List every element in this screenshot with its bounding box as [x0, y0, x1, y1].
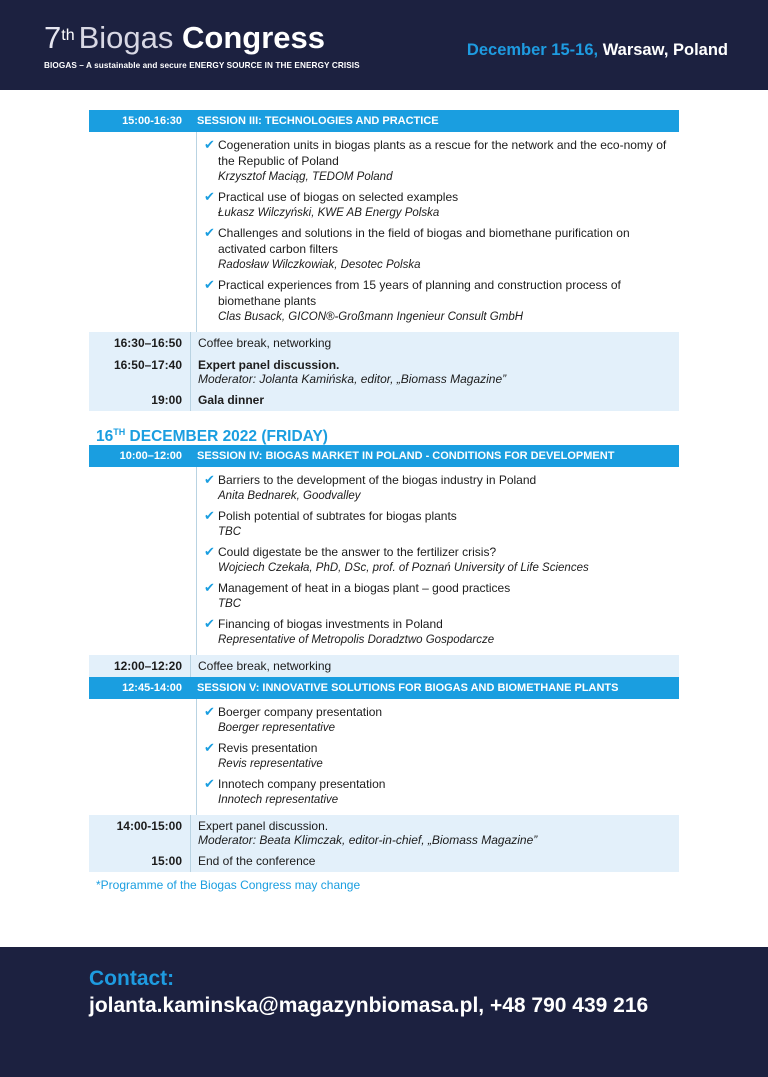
- event-when: [467, 41, 728, 60]
- talk-speaker: Revis representative: [218, 758, 323, 770]
- session-time: 10:00–12:00: [119, 450, 182, 462]
- header: [0, 0, 768, 90]
- row-time: 12:00–12:20: [113, 659, 182, 673]
- talk-title: Innotech company presentation: [218, 777, 386, 791]
- session-header: [89, 445, 679, 467]
- list-item: [204, 704, 679, 736]
- row-time: 16:30–16:50: [113, 336, 182, 350]
- row-label: Gala dinner: [198, 393, 265, 407]
- check-icon: ✔: [204, 704, 215, 719]
- talk-title: Practical use of biogas on selected examples: [218, 190, 459, 204]
- event-title: [44, 18, 325, 58]
- event-dates: December 15-16,: [466, 41, 599, 59]
- row-moderator: Moderator: Jolanta Kamińska, editor, „Biomass Magazine”: [198, 372, 507, 386]
- list-item: [204, 472, 679, 504]
- row-time: 15:00: [151, 854, 182, 868]
- row-label: End of the conference: [190, 850, 679, 872]
- check-icon: ✔: [204, 472, 215, 487]
- coffee-break-row: [89, 332, 679, 354]
- talk-title: Barriers to the development of the biogas industry in Poland: [218, 473, 537, 487]
- event-subtitle: BIOGAS – A sustainable and secure ENERGY SOURCE IN THE ENERGY CRISIS: [44, 61, 360, 70]
- talk-title: Financing of biogas investments in Poland: [218, 617, 443, 631]
- list-item: [204, 189, 679, 221]
- talk-speaker: Clas Busack, GICON®-Großmann Ingenieur Consult GmbH: [218, 311, 524, 323]
- talk-speaker: Representative of Metropolis Doradztwo Gospodarcze: [218, 634, 495, 646]
- check-icon: ✔: [204, 544, 215, 559]
- list-item: [204, 580, 679, 612]
- talk-title: Practical experiences from 15 years of planning and construction process of biomethane plants: [218, 278, 621, 308]
- session-header: [89, 110, 679, 132]
- check-icon: ✔: [204, 740, 215, 755]
- list-item: [204, 225, 679, 273]
- event-place: Warsaw, Poland: [602, 41, 728, 59]
- list-item: [204, 776, 679, 808]
- contact-label: Contact:: [89, 967, 175, 990]
- talk-speaker: Wojciech Czekała, PhD, DSc, prof. of Poznań University of Life Sciences: [218, 562, 589, 574]
- talk-title: Revis presentation: [218, 741, 318, 755]
- session-items: [89, 467, 679, 655]
- list-item: [204, 544, 679, 576]
- session-time: 12:45-14:00: [122, 682, 182, 694]
- check-icon: ✔: [204, 277, 215, 292]
- list-item: [204, 616, 679, 648]
- day-suffix: TH: [113, 427, 126, 437]
- talk-title: Polish potential of subtrates for biogas plants: [218, 509, 457, 523]
- talk-speaker: TBC: [218, 526, 241, 538]
- programme-note: *Programme of the Biogas Congress may change: [96, 878, 361, 892]
- edition-number: 7: [44, 20, 62, 55]
- row-moderator: Moderator: Beata Klimczak, editor-in-chief, „Biomass Magazine”: [198, 833, 538, 847]
- row-time: 14:00-15:00: [116, 819, 182, 833]
- session-title: SESSION III: TECHNOLOGIES AND PRACTICE: [197, 115, 439, 127]
- list-item: [204, 277, 679, 325]
- session-items: [89, 132, 679, 332]
- talk-speaker: Boerger representative: [218, 722, 335, 734]
- check-icon: ✔: [204, 137, 215, 152]
- title-light: Biogas: [78, 20, 174, 55]
- check-icon: ✔: [204, 580, 215, 595]
- title-bold: Congress: [182, 20, 325, 55]
- session-title: SESSION IV: BIOGAS MARKET IN POLAND - CONDITIONS FOR DEVELOPMENT: [197, 450, 615, 462]
- row-label: Expert panel discussion.: [198, 819, 329, 833]
- day-heading: [89, 419, 679, 445]
- row-label: Expert panel discussion.: [198, 358, 340, 372]
- talk-title: Could digestate be the answer to the fertilizer crisis?: [218, 545, 497, 559]
- row-time: 16:50–17:40: [113, 358, 182, 372]
- row-label: Coffee break, networking: [190, 332, 679, 354]
- talk-speaker: Krzysztof Maciąg, TEDOM Poland: [218, 171, 393, 183]
- panel-row: [89, 354, 679, 389]
- list-item: [204, 137, 679, 185]
- row-time: 19:00: [151, 393, 182, 407]
- check-icon: ✔: [204, 225, 215, 240]
- coffee-break-row: [89, 655, 679, 677]
- talk-speaker: Innotech representative: [218, 794, 339, 806]
- talk-speaker: TBC: [218, 598, 241, 610]
- talk-title: Boerger company presentation: [218, 705, 383, 719]
- session-title: SESSION V: INNOVATIVE SOLUTIONS FOR BIOGAS AND BIOMETHANE PLANTS: [197, 682, 619, 694]
- check-icon: ✔: [204, 776, 215, 791]
- row-label: Coffee break, networking: [190, 655, 679, 677]
- talk-speaker: Radosław Wilczkowiak, Desotec Polska: [218, 259, 421, 271]
- check-icon: ✔: [204, 189, 215, 204]
- agenda-day1: [89, 110, 679, 892]
- session-time: 15:00-16:30: [122, 115, 182, 127]
- day-number: 16: [96, 428, 114, 446]
- talk-title: Challenges and solutions in the field of biogas and biomethane purification on activated carbon filters: [218, 226, 630, 256]
- talk-title: Management of heat in a biogas plant – good practices: [218, 581, 511, 595]
- gala-row: [89, 389, 679, 411]
- footer: [0, 947, 768, 1077]
- talk-speaker: Anita Bednarek, Goodvalley: [218, 490, 361, 502]
- end-row: [89, 850, 679, 872]
- list-item: [204, 740, 679, 772]
- edition-suffix: th: [61, 27, 75, 44]
- check-icon: ✔: [204, 508, 215, 523]
- contact-info[interactable]: jolanta.kaminska@magazynbiomasa.pl, +48 790 439 216: [89, 994, 649, 1017]
- talk-speaker: Łukasz Wilczyński, KWE AB Energy Polska: [218, 207, 440, 219]
- day-rest: DECEMBER 2022 (FRIDAY): [125, 428, 328, 446]
- check-icon: ✔: [204, 616, 215, 631]
- panel-row: [89, 815, 679, 850]
- list-item: [204, 508, 679, 540]
- session-header: [89, 677, 679, 699]
- session-items: [89, 699, 679, 815]
- talk-title: Cogeneration units in biogas plants as a rescue for the network and the eco-nomy of the Republic of Poland: [218, 138, 667, 168]
